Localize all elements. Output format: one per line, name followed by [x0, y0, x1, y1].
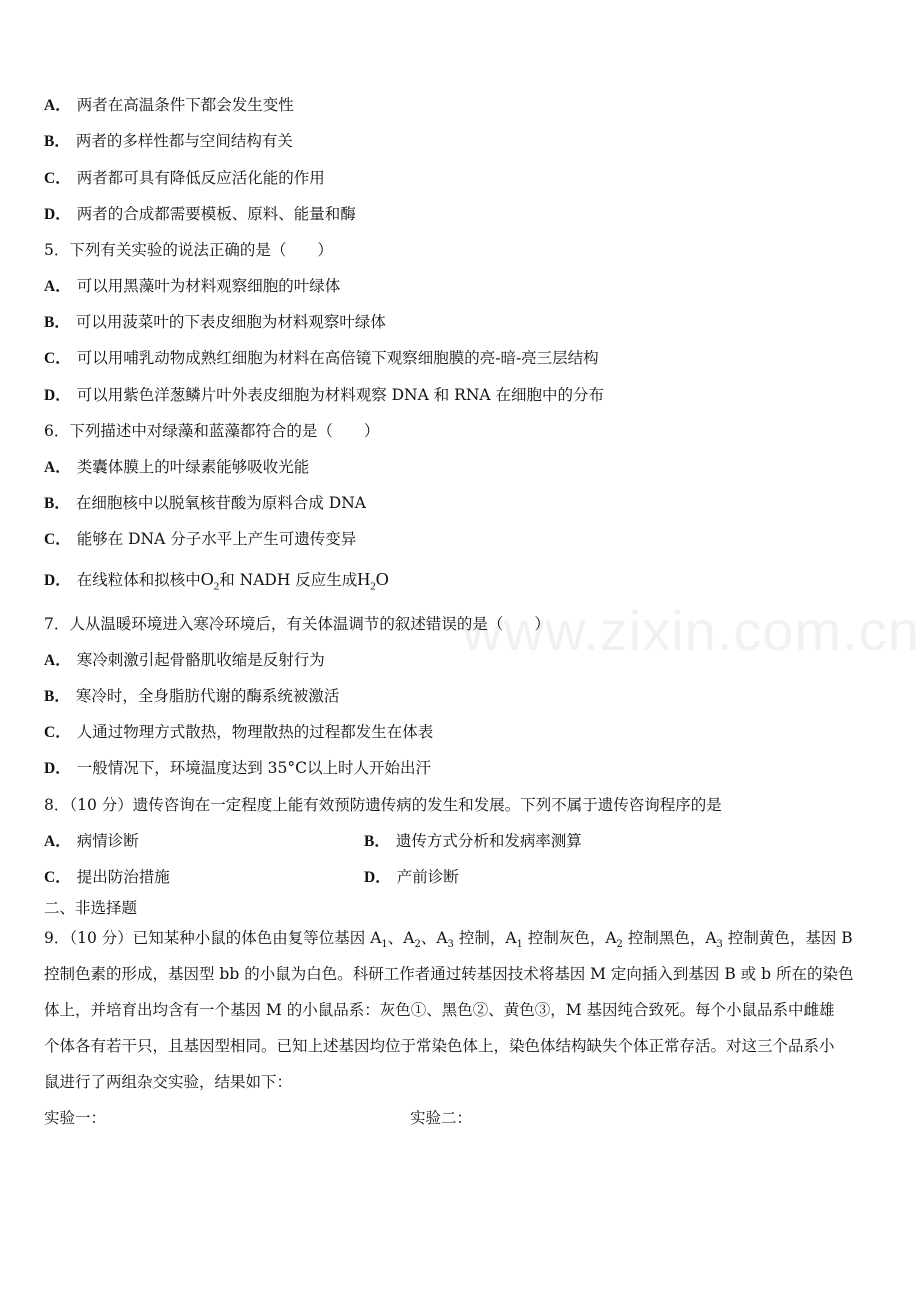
q8-stem: 8．（10 分）遗传咨询在一定程度上能有效预防遗传病的发生和发展。下列不属于遗传咨询程序的是: [44, 796, 722, 814]
q5-option-b: [44, 311, 386, 334]
option-text: 一般情况下，环境温度达到 35°C以上时人开始出汗: [76, 759, 431, 777]
q4-option-d: [44, 203, 356, 226]
q7-option-d: [44, 757, 431, 780]
option-text: 两者的合成都需要模板、原料、能量和酶: [76, 205, 356, 223]
option-label: B．: [44, 314, 70, 331]
option-text: 在细胞核中以脱氧核苷酸为原料合成 DNA: [75, 494, 366, 512]
q8-option-a: [44, 830, 139, 853]
q9-line-4: 个体各有若干只，且基因型相同。已知上述基因均位于常染色体上，染色体结构缺失个体正常存活。对这三个品系小: [44, 1037, 835, 1055]
h2o-formula: $H_2O$: [357, 569, 389, 593]
q6-option-d: [44, 568, 389, 592]
option-label: A．: [44, 652, 71, 669]
q5-option-c: [44, 347, 599, 370]
option-text: 人通过物理方式散热，物理散热的过程都发生在体表: [76, 723, 434, 741]
option-label: A．: [44, 97, 71, 114]
option-label: D．: [44, 387, 71, 404]
q5-option-a: [44, 275, 340, 298]
option-label: C．: [44, 869, 71, 886]
option-text: 类囊体膜上的叶绿素能够吸收光能: [76, 458, 310, 476]
option-label: A．: [44, 459, 71, 476]
watermark: www.zixin.com.cn: [462, 599, 920, 662]
q7-stem: 7．人从温暖环境进入寒冷环境后，有关体温调节的叙述错误的是（ ）: [44, 615, 550, 633]
option-label: C．: [44, 531, 71, 548]
option-label: C．: [44, 724, 71, 741]
option-text: 提出防治措施: [76, 868, 170, 886]
option-text: 可以用紫色洋葱鳞片叶外表皮细胞为材料观察 DNA 和 RNA 在细胞中的分布: [76, 386, 605, 404]
option-text: 可以用哺乳动物成熟红细胞为材料在高倍镜下观察细胞膜的亮-暗-亮三层结构: [76, 349, 599, 367]
option-label: D．: [44, 572, 71, 589]
option-text: 遗传方式分析和发病率测算: [395, 832, 582, 850]
q9-line-5: 鼠进行了两组杂交实验，结果如下：: [44, 1073, 293, 1091]
option-label: B．: [44, 495, 70, 512]
q8-option-c: [44, 866, 170, 889]
q5-stem: 5．下列有关实验的说法正确的是（ ）: [44, 241, 333, 259]
option-label: B．: [364, 833, 390, 850]
q5-option-d: [44, 384, 604, 407]
option-text: 和 NADH 反应生成: [219, 571, 358, 589]
option-text: 两者的多样性都与空间结构有关: [75, 132, 293, 150]
option-text: 可以用菠菜叶的下表皮细胞为材料观察叶绿体: [75, 313, 386, 331]
experiment-1-label: 实验一：: [44, 1109, 107, 1127]
option-label: C．: [44, 170, 71, 187]
option-label: D．: [44, 206, 71, 223]
option-text: 可以用黑藻叶为材料观察细胞的叶绿体: [76, 277, 341, 295]
q9-line-1: 9．（10 分）已知某种小鼠的体色由复等位基因 $A_1$、$A_2$、$A_3$ 控制，$A_1$ 控制灰色，$A_2$ 控制黑色，$A_3$ 控制黄色，基因 B: [44, 929, 853, 951]
q7-option-c: [44, 721, 433, 744]
option-label: B．: [44, 133, 70, 150]
q6-option-b: [44, 492, 366, 515]
option-text: 病情诊断: [76, 832, 139, 850]
option-text: 在线粒体和拟核中: [76, 571, 201, 589]
option-label: A．: [44, 833, 71, 850]
option-label: C．: [44, 350, 71, 367]
q9-line-3: 体上，并培育出均含有一个基因 M 的小鼠品系：灰色①、黑色②、黄色③，M 基因纯合致死。每个小鼠品系中雌雄: [44, 1001, 835, 1019]
option-text: 能够在 DNA 分子水平上产生可遗传变异: [76, 530, 357, 548]
q4-option-a: [44, 94, 294, 117]
section-title: 二、非选择题: [44, 899, 138, 917]
option-text: 两者在高温条件下都会发生变性: [76, 96, 294, 114]
option-text: 产前诊断: [396, 868, 459, 886]
q8-option-d: [364, 866, 459, 889]
q7-option-a: [44, 649, 325, 672]
q9-line-2: 控制色素的形成，基因型 bb 的小鼠为白色。科研工作者通过转基因技术将基因 M 定向插入到基因 B 或 b 所在的染色: [44, 965, 854, 983]
experiment-2-label: 实验二：: [410, 1109, 473, 1127]
q4-option-b: [44, 130, 293, 153]
q4-option-c: [44, 167, 325, 190]
q7-option-b: [44, 685, 339, 708]
option-label: D．: [44, 760, 71, 777]
option-label: A．: [44, 278, 71, 295]
option-label: B．: [44, 688, 70, 705]
q6-option-c: [44, 528, 356, 551]
option-text: 寒冷刺激引起骨骼肌收缩是反射行为: [76, 651, 325, 669]
option-text: 两者都可具有降低反应活化能的作用: [76, 169, 325, 187]
option-text: 寒冷时，全身脂肪代谢的酶系统被激活: [75, 687, 340, 705]
q6-option-a: [44, 456, 309, 479]
o2-formula: $O_2$: [200, 569, 220, 593]
option-label: D．: [364, 869, 391, 886]
q6-stem: 6．下列描述中对绿藻和蓝藻都符合的是（ ）: [44, 422, 380, 440]
q8-option-b: [364, 830, 582, 853]
